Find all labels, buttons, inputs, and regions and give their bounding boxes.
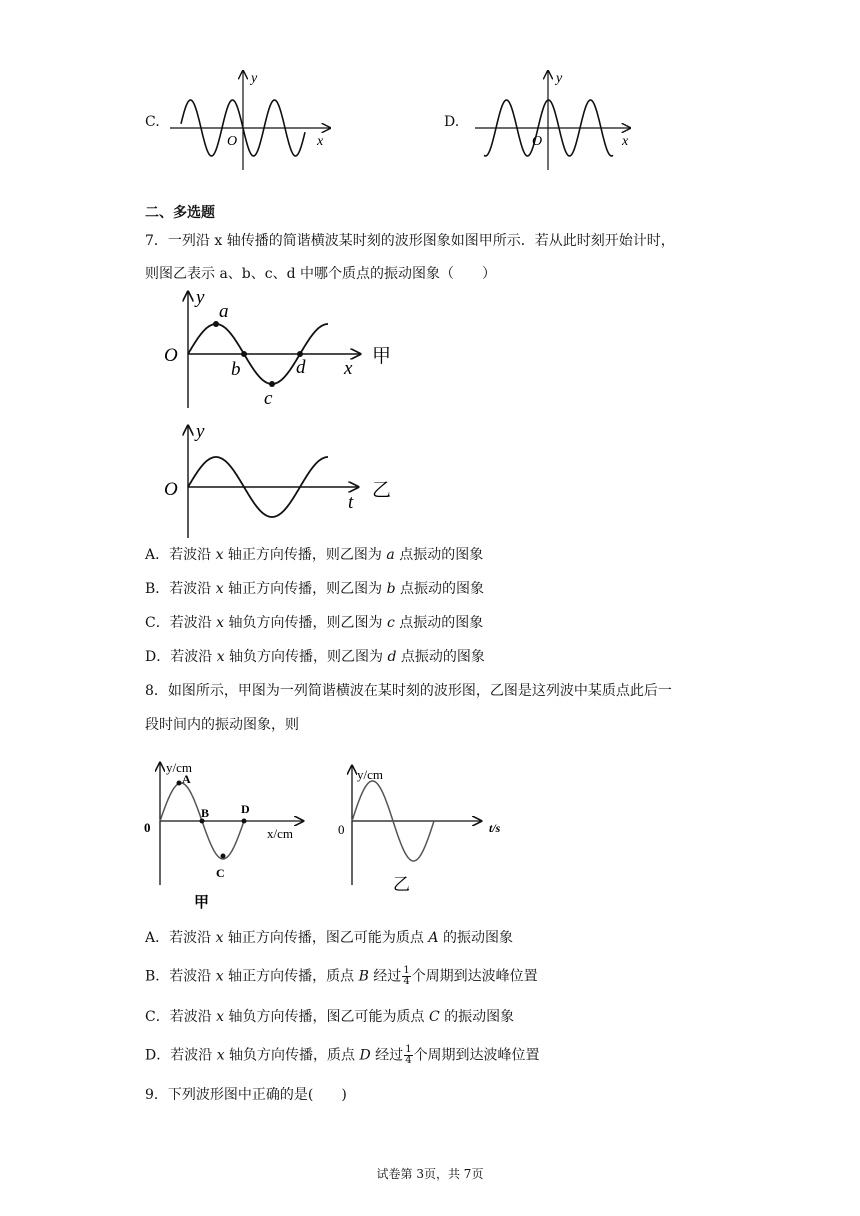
figure-name: 乙 [393,875,410,894]
fraction-one-quarter: $\frac{1}{4}$ [405,1044,412,1066]
label-B: B [201,806,210,820]
q7-stem-line1: 7．一列沿 x 轴传播的简谐横波某时刻的波形图象如图甲所示．若从此时刻开始计时， [145,233,675,249]
axis-x-label: x [344,358,353,379]
label-c: c [264,388,273,409]
q8-option-c: C．若波沿 x 轴负方向传播，图乙可能为质点 C 的振动图象 [145,1009,515,1025]
option-c-graph [165,65,345,175]
q7-stem-line2: 则图乙表示 a、b、c、d 中哪个质点的振动图象（ ） [145,266,497,282]
origin-label: O [532,134,543,149]
axis-x-label: x [622,134,629,149]
origin-label: 0 [144,820,151,835]
figure-name: 乙 [372,480,392,501]
axis-y-label: y [196,421,205,442]
section-title: 二、多选题 [145,205,215,221]
axis-y-label: y [251,71,258,86]
origin-label: O [227,134,238,149]
axis-y-label: y [556,71,563,86]
q7-figure-jia [160,286,400,411]
page-footer: 试卷第 3页，共 7页 [376,1167,484,1181]
q8-figure-yi [335,760,515,895]
q7-option-a: A．若波沿 x 轴正方向传播，则乙图为 a 点振动的图象 [145,547,484,563]
figure-name: 甲 [194,895,210,911]
axis-t-label: t [348,492,354,513]
label-C: C [216,866,225,880]
axis-y-label: y [196,287,205,308]
q8-option-b: B．若波沿 x 轴正方向传播，质点 B 经过 $\frac{1}{4}$ 个周期到达波峰位置 [145,965,538,987]
point-b [241,351,247,357]
q8-stem-line1: 8．如图所示，甲图为一列简谐横波在某时刻的波形图，乙图是这列波中某质点此后一 [145,683,672,699]
q7-option-c: C．若波沿 x 轴负方向传播，则乙图为 c 点振动的图象 [145,615,484,631]
origin-label: 0 [338,822,345,837]
figure-name: 甲 [372,346,392,367]
axis-x-label: x/cm [267,826,293,841]
q7-option-b: B．若波沿 x 轴正方向传播，则乙图为 b 点振动的图象 [145,581,484,597]
label-A: A [182,772,191,786]
axis-y-label: y/cm [166,760,192,775]
option-c-label: C. [145,114,160,130]
option-d-label: D. [444,114,460,130]
label-d: d [296,357,306,378]
point-c [269,381,275,387]
label-a: a [219,301,229,322]
axis-y-label: y/cm [357,767,383,782]
origin-label: O [164,479,178,500]
label-D: D [241,802,250,816]
q8-option-d: D．若波沿 x 轴负方向传播，质点 D 经过 $\frac{1}{4}$ 个周期到达波峰位置 [145,1044,540,1066]
q9-stem: 9．下列波形图中正确的是( ) [145,1087,347,1103]
axis-x-label: x [317,134,324,149]
fraction-one-quarter: $\frac{1}{4}$ [403,965,410,987]
q8-stem-line2: 段时间内的振动图象，则 [145,717,299,733]
axis-t-label: t/s [489,821,501,835]
option-d-graph [470,65,650,175]
q7-option-d: D．若波沿 x 轴负方向传播，则乙图为 d 点振动的图象 [145,649,485,665]
q8-option-a: A．若波沿 x 轴正方向传播，图乙可能为质点 A 的振动图象 [145,930,513,946]
label-b: b [231,359,241,380]
q8-figure-jia [140,755,320,915]
q7-figure-yi [160,420,400,540]
origin-label: O [164,345,178,366]
